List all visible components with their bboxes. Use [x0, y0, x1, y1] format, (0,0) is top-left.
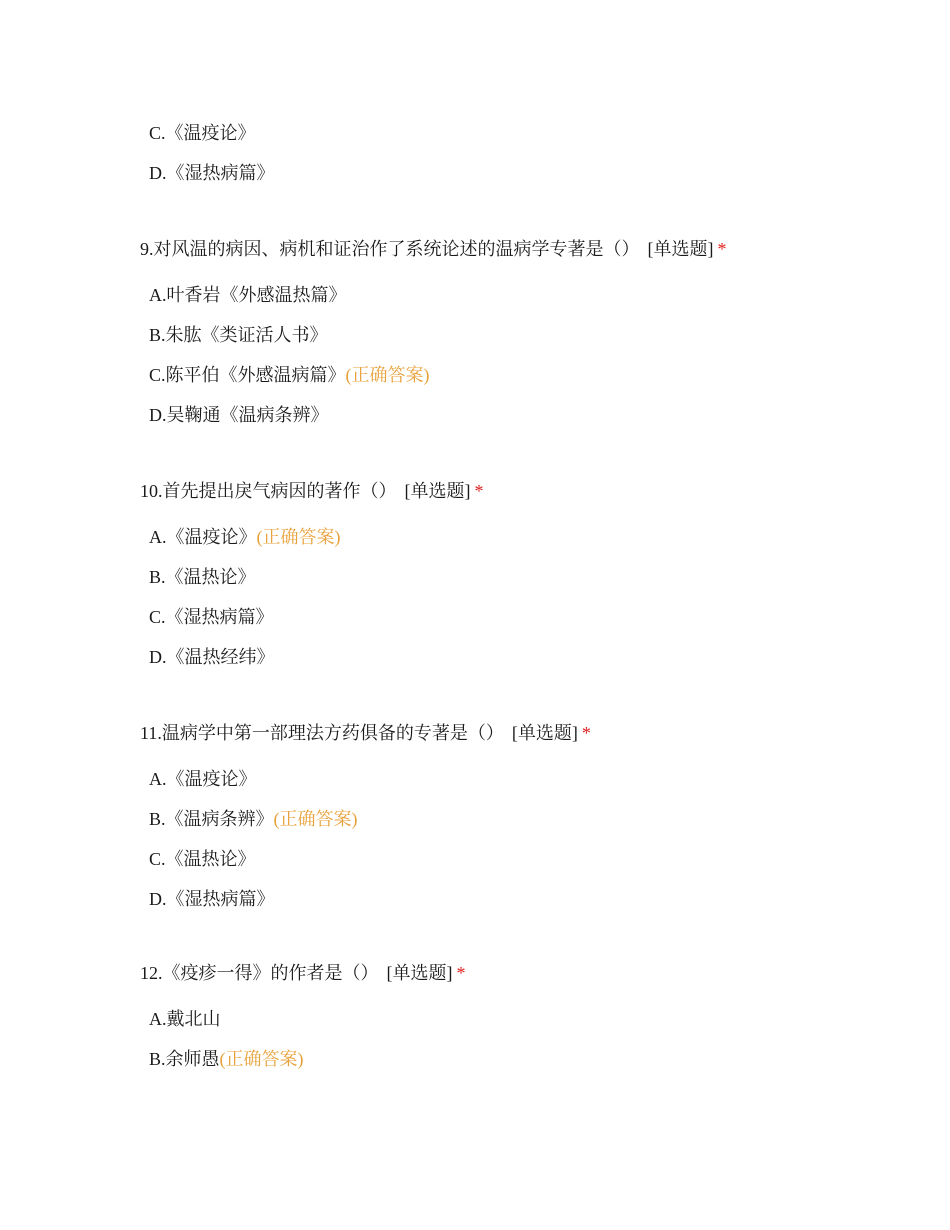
required-asterisk: * [474, 481, 484, 501]
question-title [140, 960, 466, 1006]
option-d [149, 160, 275, 200]
required-asterisk: * [581, 723, 591, 743]
option-b [149, 564, 484, 604]
correct-answer-label: (正确答案) [273, 809, 358, 829]
option-text: C.《温热论》 [149, 849, 256, 869]
question-type-tag: [单选题] [386, 963, 453, 983]
correct-answer-label: (正确答案) [256, 527, 341, 547]
option-text: B.《温病条辨》 [149, 809, 274, 829]
option-text: D.吴鞠通《温病条辨》 [149, 405, 329, 425]
previous-question-options [149, 120, 275, 200]
question-options [149, 1006, 466, 1086]
question-text: 11.温病学中第一部理法方药俱备的专著是（） [140, 723, 504, 743]
option-text: B.《温热论》 [149, 567, 256, 587]
option-b [149, 806, 591, 846]
option-c [149, 362, 727, 402]
question-text: 12.《疫疹一得》的作者是（） [140, 963, 379, 983]
question-options [149, 524, 484, 684]
question-9 [140, 236, 727, 442]
correct-answer-label: (正确答案) [219, 1049, 304, 1069]
question-type-tag: [单选题] [511, 723, 578, 743]
option-a [149, 282, 727, 322]
option-d [149, 402, 727, 442]
question-type-tag: [单选题] [404, 481, 471, 501]
option-text: A.《温疫论》 [149, 527, 257, 547]
option-text: D.《湿热病篇》 [149, 163, 275, 183]
option-text: C.陈平伯《外感温病篇》 [149, 365, 346, 385]
option-a [149, 1006, 466, 1046]
question-type-tag: [单选题] [647, 239, 714, 259]
option-b [149, 1046, 466, 1086]
question-12 [140, 960, 466, 1086]
option-text: C.《湿热病篇》 [149, 607, 274, 627]
option-text: A.戴北山 [149, 1009, 221, 1029]
option-d [149, 644, 484, 684]
option-c [149, 604, 484, 644]
question-text: 10.首先提出戾气病因的著作（） [140, 481, 397, 501]
question-title [140, 236, 727, 282]
option-c [149, 846, 591, 886]
option-text: D.《湿热病篇》 [149, 889, 275, 909]
required-asterisk: * [456, 963, 466, 983]
question-title [140, 720, 591, 766]
option-text: A.叶香岩《外感温热篇》 [149, 285, 347, 305]
question-options [149, 282, 727, 442]
option-c [149, 120, 275, 160]
option-a [149, 766, 591, 806]
option-text: C.《温疫论》 [149, 123, 256, 143]
option-text: B.朱肱《类证活人书》 [149, 325, 328, 345]
question-11 [140, 720, 591, 926]
required-asterisk: * [717, 239, 727, 259]
option-b [149, 322, 727, 362]
option-text: D.《温热经纬》 [149, 647, 275, 667]
option-d [149, 886, 591, 926]
question-title [140, 478, 484, 524]
question-options [149, 766, 591, 926]
correct-answer-label: (正确答案) [345, 365, 430, 385]
option-text: A.《温疫论》 [149, 769, 257, 789]
option-a [149, 524, 484, 564]
option-text: B.余师愚 [149, 1049, 220, 1069]
question-text: 9.对风温的病因、病机和证治作了系统论述的温病学专著是（） [140, 239, 640, 259]
question-10 [140, 478, 484, 684]
